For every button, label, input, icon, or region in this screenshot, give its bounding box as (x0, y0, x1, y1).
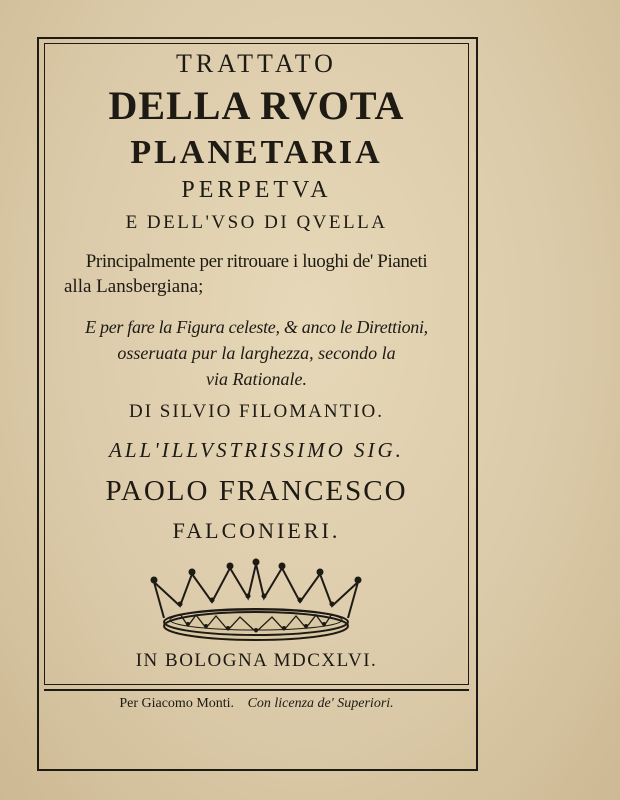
title-line-1: TRATTATO (176, 49, 337, 78)
crown-icon (140, 552, 372, 644)
subtitle-line-4: osseruata pur la larghezza, secondo la (117, 343, 396, 363)
title-line-4: PERPETVA (181, 177, 332, 203)
imprint-line (44, 696, 469, 712)
dedication-line: ALL'ILLVSTRISSIMO SIG. (109, 438, 404, 462)
title-line-3: PLANETARIA (130, 134, 383, 171)
subtitle-line-2: alla Lansbergiana; (64, 276, 204, 297)
author-line: DI SILVIO FILOMANTIO. (128, 401, 385, 422)
dedicatee-line-2: FALCONIERI. (172, 518, 341, 543)
title-line-5: E DELL'VSO DI QVELLA (125, 212, 388, 233)
subtitle-line-5: via Rationale. (206, 369, 307, 389)
title-line-2: DELLA RVOTA (108, 83, 405, 128)
place-date-line: IN BOLOGNA MDCXLVI. (135, 650, 378, 671)
imprint-rule (44, 689, 469, 691)
subtitle-line-3: E per fare la Figura celeste, & anco le Direttioni, (85, 317, 428, 337)
license-note: Con licenza de' Superiori. (247, 696, 394, 711)
printer-name: Per Giacomo Monti. (119, 696, 235, 711)
dedicatee-line-1: PAOLO FRANCESCO (105, 475, 408, 507)
subtitle-line-1: Principalmente per ritrouare i luoghi de' Pianeti (85, 251, 428, 272)
